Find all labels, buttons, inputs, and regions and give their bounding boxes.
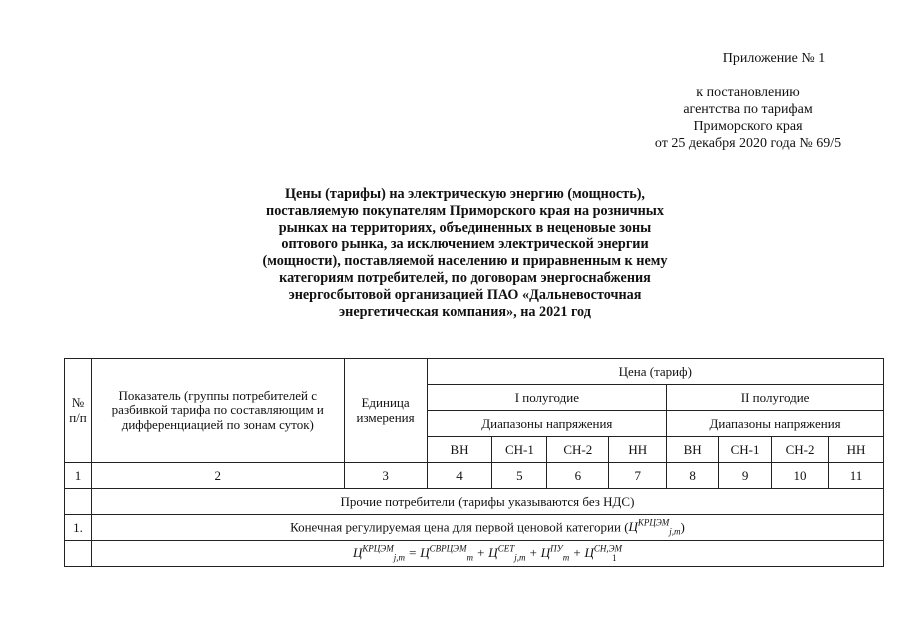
header-unit: Единица измерения (344, 359, 427, 463)
row-number: 1. (65, 515, 92, 541)
header-num: № п/п (65, 359, 92, 463)
margin-mark: 1 (612, 553, 617, 563)
column-number: 6 (547, 463, 609, 489)
voltage-level: СН-1 (492, 437, 547, 463)
header-voltage-ranges-2: Диапазоны напряжения (667, 411, 884, 437)
table-row (65, 515, 884, 541)
section-title: Прочие потребители (тарифы указываются без НДС) (91, 489, 883, 515)
title-line: рынках на территориях, объединенных в неценовые зоны (278, 219, 652, 236)
appendix-date: от 25 декабря 2020 года № 69/5 (654, 136, 842, 151)
formula-num-cell (65, 541, 92, 567)
row-text-cell: Конечная регулируемая цена для первой ценовой категории $(Ц^{КРЦЭМ}_{j,m})$ (91, 515, 883, 541)
header-half-2: II полугодие (667, 385, 884, 411)
title-line: энергосбытовой организацией ПАО «Дальневосточная (288, 286, 642, 303)
header-voltage-ranges-1: Диапазоны напряжения (427, 411, 667, 437)
appendix-header (633, 50, 863, 152)
appendix-line: к постановлению (696, 85, 800, 100)
price-symbol: $Ц^{КРЦЭМ}_{j,m}$ (628, 518, 681, 537)
row-text: Конечная регулируемая цена для первой ценовой категории (290, 519, 621, 535)
formula-row (65, 541, 884, 567)
header-half-1: I полугодие (427, 385, 667, 411)
voltage-level: ВН (667, 437, 719, 463)
appendix-line: Приморского края (693, 119, 803, 134)
header-price: Цена (тариф) (427, 359, 883, 385)
price-formula: $Ц^{КРЦЭМ}_{j,m} = Ц^{СВРЦЭМ}_m + Ц^{СЕТ}_{j,m} + Ц^{ПУ}_m + Ц^{СН,ЭМ}$ (352, 544, 623, 563)
voltage-level: СН-2 (772, 437, 829, 463)
tariff-table (64, 358, 884, 567)
title-line: категориям потребителей, по договорам энергоснабжения (279, 269, 651, 286)
voltage-level: НН (609, 437, 667, 463)
title-line: энергетическая компания», на 2021 год (339, 303, 591, 320)
title-line: Цены (тарифы) на электрическую энергию (мощность), (285, 186, 645, 202)
voltage-level: СН-2 (547, 437, 609, 463)
voltage-level: ВН (427, 437, 492, 463)
voltage-level: СН-1 (719, 437, 772, 463)
column-number: 2 (91, 463, 344, 489)
appendix-line: агентства по тарифам (683, 102, 813, 117)
voltage-level: НН (828, 437, 883, 463)
header-indicator: Показатель (группы потребителей с разбивкой тарифа по составляющим и дифференциацией по зонам суток) (91, 359, 344, 463)
column-number: 11 (828, 463, 883, 489)
appendix-number: Приложение № 1 (722, 51, 826, 66)
column-number: 1 (65, 463, 92, 489)
section-row (65, 489, 884, 515)
column-number: 5 (492, 463, 547, 489)
formula-cell (91, 541, 883, 567)
document-title (230, 186, 700, 320)
column-number: 7 (609, 463, 667, 489)
column-number: 3 (344, 463, 427, 489)
title-line: поставляемую покупателям Приморского края на розничных (266, 202, 664, 219)
section-num-cell (65, 489, 92, 515)
title-line: оптового рынка, за исключением электрической энергии (281, 236, 649, 253)
column-number: 4 (427, 463, 492, 489)
column-number: 8 (667, 463, 719, 489)
column-numbers-row (65, 463, 884, 489)
column-number: 10 (772, 463, 829, 489)
column-number: 9 (719, 463, 772, 489)
title-line: (мощности), поставляемой населению и приравненным к нему (262, 253, 668, 270)
